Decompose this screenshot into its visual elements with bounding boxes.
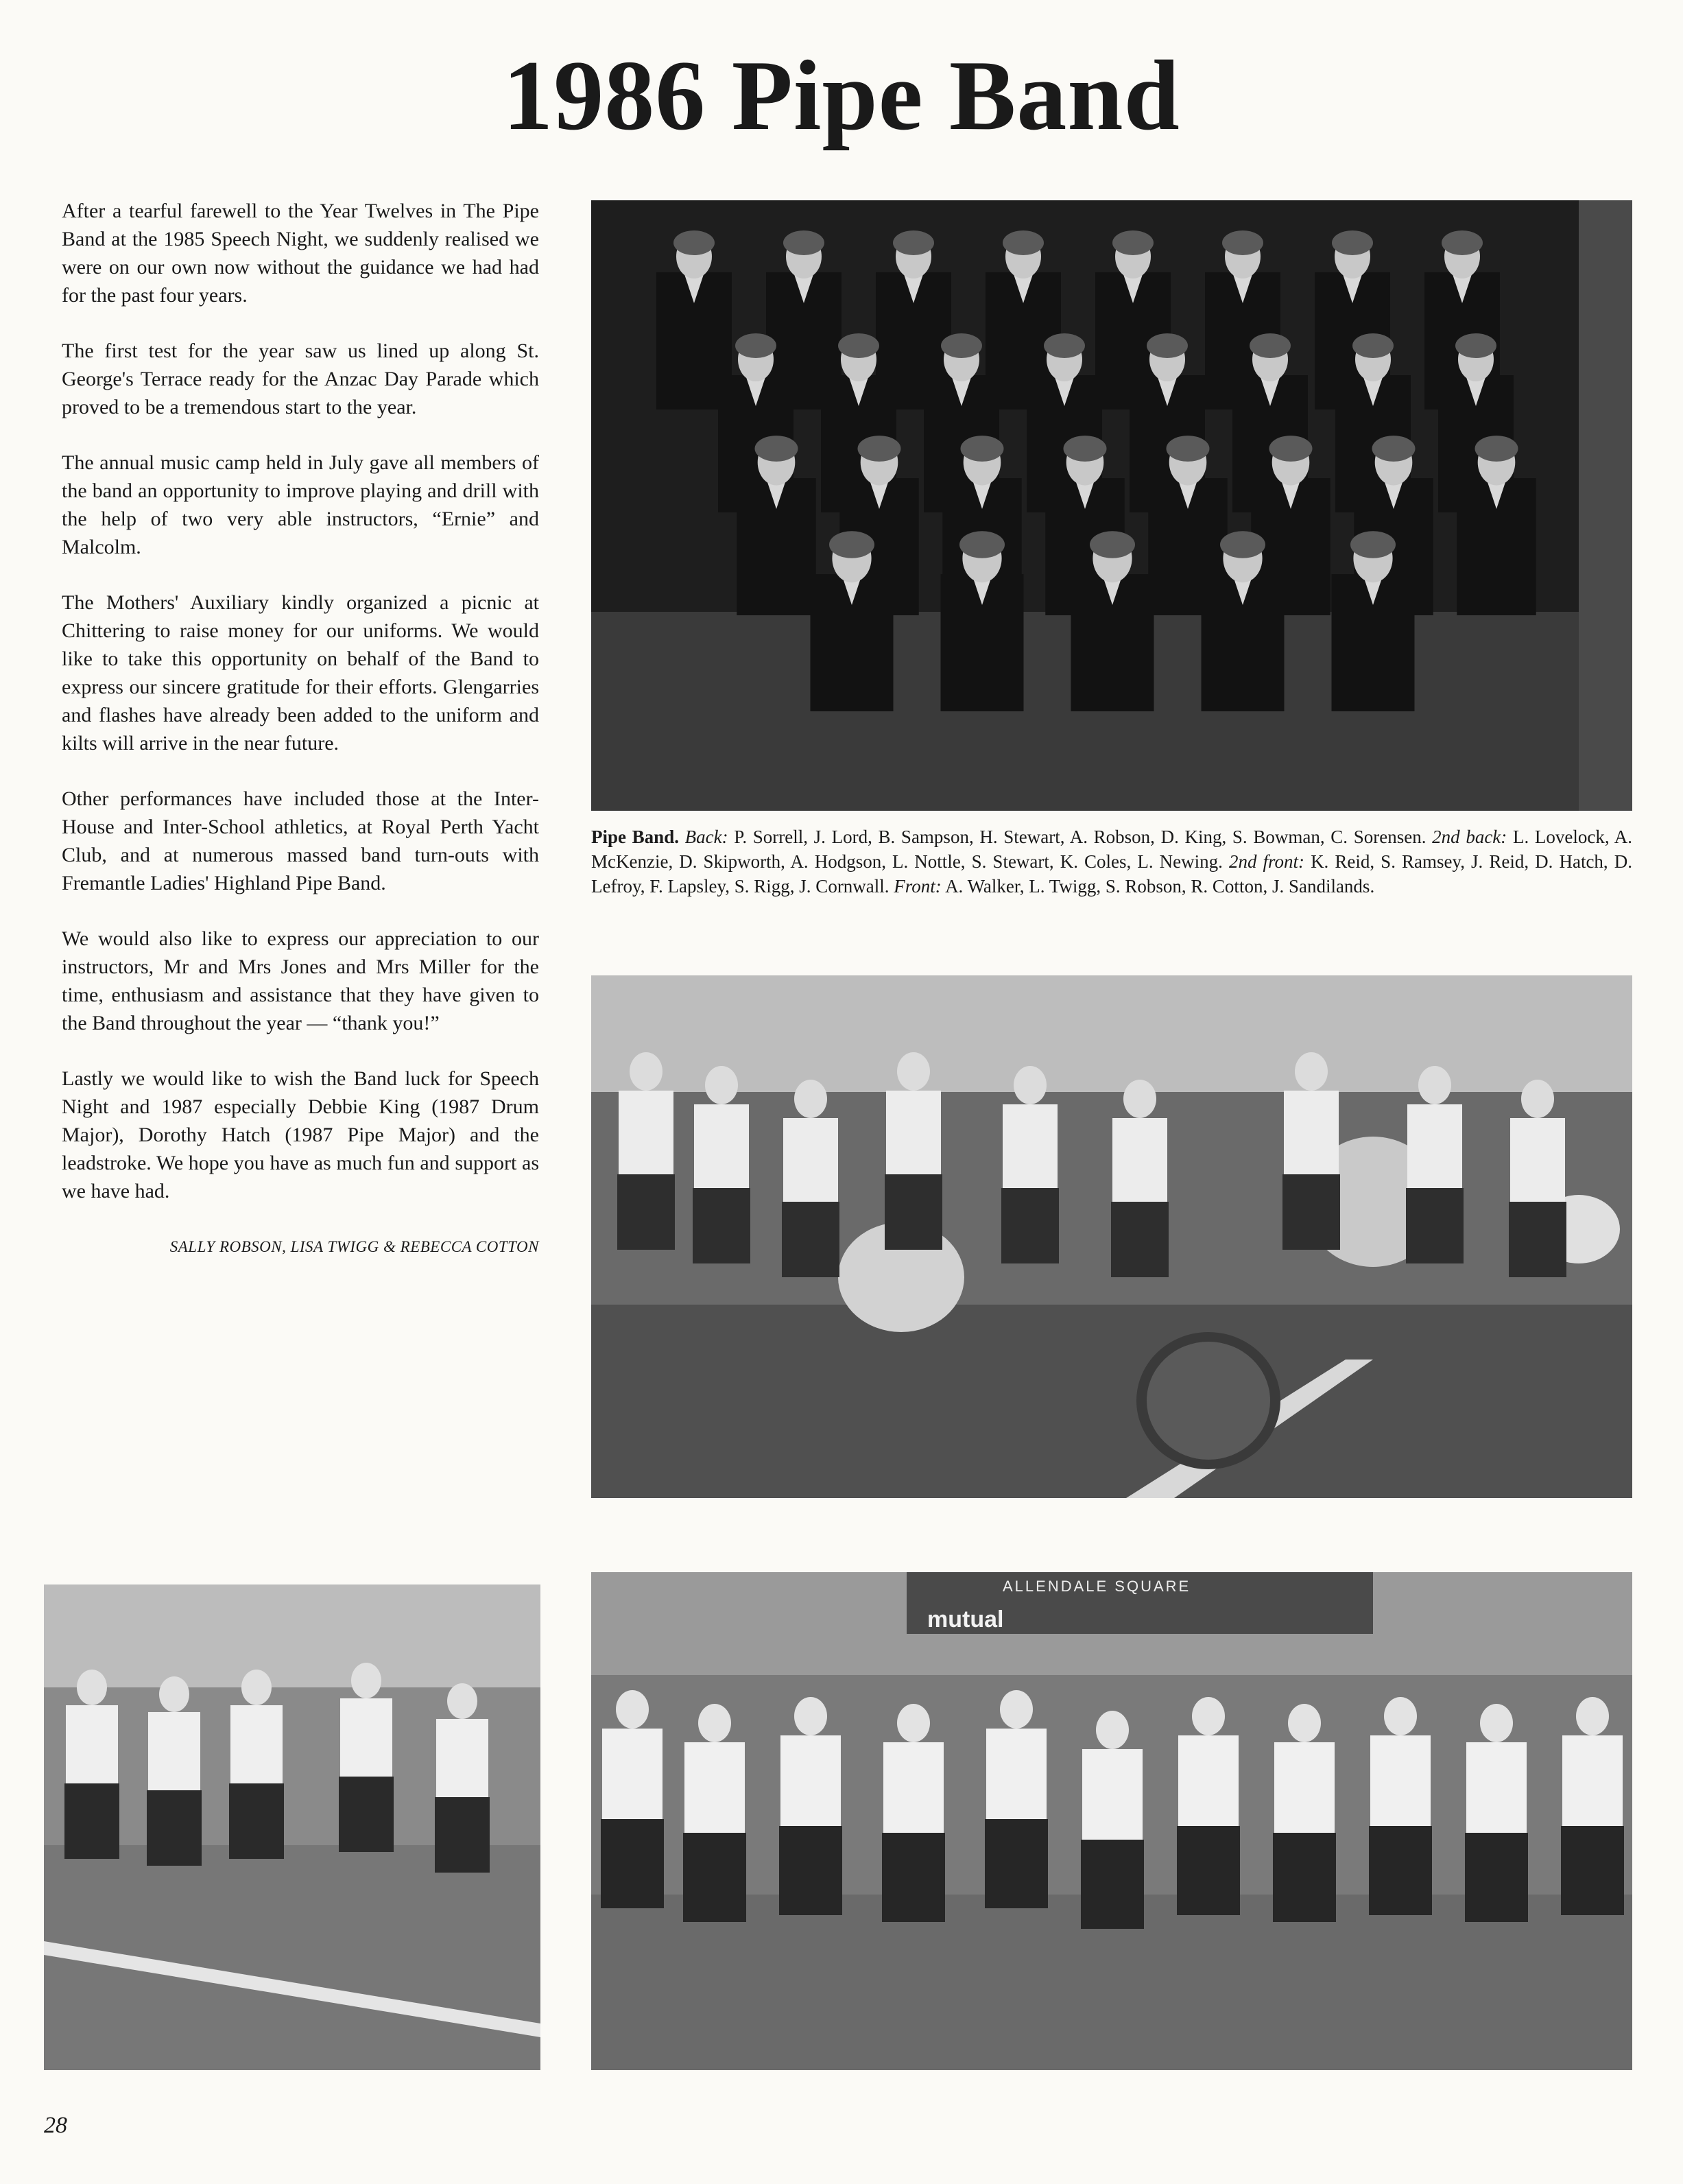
page-number: 28 [44,2113,67,2138]
marcher-kilt [1001,1188,1059,1263]
piper-kilt [147,1790,202,1866]
piper-shirt [1274,1742,1335,1838]
marcher-shirt [1112,1118,1167,1207]
group-portrait-photo [591,200,1632,811]
article-body [62,197,539,1288]
piper-shirt [1466,1742,1527,1838]
piper-head [241,1670,272,1705]
article-paragraph: Lastly we would like to wish the Band luck for Speech Night and 1987 especially Debbie King (1987 Drum Major), Dorothy Hatch (1987 Pipe Major) and the leadstroke. We hope you have as much fun and support as we have had. [62,1067,539,1202]
group-photo-caption [591,824,1632,899]
marcher-head [1521,1080,1554,1118]
piper-shirt [148,1712,200,1794]
marcher-shirt [1510,1118,1565,1207]
piper-kilt [779,1826,842,1915]
drummers-marching-photo [591,975,1632,1498]
pipers-parade-left-photo [44,1584,540,2070]
marcher-kilt [885,1174,942,1250]
marcher-kilt [1509,1202,1566,1277]
piper-kilt [1369,1826,1432,1915]
caption-row-label: Front: [894,876,942,897]
piper-head [698,1704,731,1742]
marcher-head [1123,1080,1156,1118]
piper-shirt [340,1698,392,1781]
caption-lead: Pipe Band. [591,827,679,847]
piper-shirt [780,1735,841,1831]
piper-head [1384,1697,1417,1735]
piper-kilt [1273,1833,1336,1922]
marcher-head [897,1052,930,1091]
piper-kilt [1177,1826,1240,1915]
piper-kilt [882,1833,945,1922]
caption-row-names: K. Reid, S. Ramsey, J. Reid, D. Hatch, D. Lefroy, F. Lapsley, S. Rigg, J. Cornwall. [591,851,1632,897]
marcher-shirt [1407,1104,1462,1194]
piper-head [447,1683,477,1719]
piper-head [794,1697,827,1735]
article-byline: SALLY ROBSON, LISA TWIGG & REBECCA COTTON [169,1238,539,1255]
marcher-head [794,1080,827,1118]
allendale-square-sign: ALLENDALE SQUARE [1003,1578,1191,1595]
pipers-parade-right-photo [591,1572,1632,2070]
piper-shirt [602,1729,663,1825]
piper-head [1000,1690,1033,1729]
piper-kilt [985,1819,1048,1908]
piper-shirt [1370,1735,1431,1831]
article-paragraph: The first test for the year saw us lined up along St. George's Terrace ready for the Anzac Day Parade which proved to be a tremendous start to the year. [62,340,539,418]
piper-shirt [1178,1735,1239,1831]
marcher-head [1295,1052,1328,1091]
marcher-shirt [783,1118,838,1207]
article-paragraph: We would also like to express our appreciation to our instructors, Mr and Mrs Jones and Mrs Miller for the time, enthusiasm and assistance that they have given to the Band throughout the year — “thank you!” [62,927,539,1034]
marcher-shirt [886,1091,941,1180]
piper-kilt [1081,1840,1144,1929]
marcher-kilt [693,1188,750,1263]
caption-row-names: L. Lovelock, A. McKenzie, D. Skipworth, A. Hodgson, L. Nottle, S. Stewart, K. Coles, L. Newing. [591,827,1633,872]
marcher-kilt [782,1202,839,1277]
piper-kilt [435,1797,490,1873]
piper-head [897,1704,930,1742]
marcher-head [630,1052,663,1091]
mutual-sign: mutual [927,1606,1004,1633]
page-title: 1986 Pipe Band [503,40,1180,151]
piper-head [1480,1704,1513,1742]
article-paragraph: The annual music camp held in July gave all members of the band an opportunity to improve playing and drill with the help of two very able instructors, “Ernie” and Malcolm. [62,451,539,558]
piper-kilt [601,1819,664,1908]
marcher-shirt [694,1104,749,1194]
piper-head [351,1663,381,1698]
article-paragraph: After a tearful farewell to the Year Twelves in The Pipe Band at the 1985 Speech Night, we suddenly realised we were on our own now without the guidance we had had for the past four years. [62,200,539,307]
piper-kilt [1465,1833,1528,1922]
piper-head [159,1676,189,1712]
marcher-kilt [1406,1188,1464,1263]
caption-row-label: 2nd back: [1432,827,1507,847]
caption-row-label: Back: [684,827,728,847]
piper-head [1576,1697,1609,1735]
marcher-kilt [1111,1202,1169,1277]
marcher-kilt [1282,1174,1340,1250]
pipers-left-graphic [44,1584,540,2070]
piper-shirt [684,1742,745,1838]
piper-kilt [64,1783,119,1859]
marcher-shirt [1003,1104,1058,1194]
group-portrait-graphic [591,200,1632,811]
piper-shirt [883,1742,944,1838]
piper-head [616,1690,649,1729]
piper-shirt [1082,1749,1143,1845]
piper-head [77,1670,107,1705]
piper-kilt [683,1833,746,1922]
piper-head [1288,1704,1321,1742]
article-paragraph: Other performances have included those at the Inter-House and Inter-School athletics, at Royal Perth Yacht Club, and at numerous massed band turn-outs with Fremantle Ladies' Highland Pipe Band. [62,787,539,894]
piper-kilt [339,1777,394,1852]
marcher-kilt [617,1174,675,1250]
caption-row-label: 2nd front: [1228,851,1304,872]
piper-shirt [436,1719,488,1801]
piper-shirt [66,1705,118,1788]
drummers-graphic [591,975,1632,1498]
marcher-shirt [1284,1091,1339,1180]
caption-row-names: P. Sorrell, J. Lord, B. Sampson, H. Stewart, A. Robson, D. King, S. Bowman, C. Sorensen. [734,827,1427,847]
marcher-shirt [619,1091,673,1180]
pipers-right-graphic [591,1572,1632,2070]
caption-row-names: A. Walker, L. Twigg, S. Robson, R. Cotton, J. Sandilands. [945,876,1375,897]
piper-kilt [1561,1826,1624,1915]
piper-shirt [986,1729,1047,1825]
piper-head [1192,1697,1225,1735]
article-paragraph: The Mothers' Auxiliary kindly organized a picnic at Chittering to raise money for our uniforms. We would like to take this opportunity on behalf of the Band to express our sincere gratitude for their efforts. Glengarries and flashes have already been added to the uniform and kilts will arrive in the near future. [62,591,539,755]
piper-shirt [1562,1735,1623,1831]
marcher-head [705,1066,738,1104]
marcher-head [1014,1066,1047,1104]
piper-shirt [230,1705,283,1788]
marcher-head [1418,1066,1451,1104]
piper-kilt [229,1783,284,1859]
piper-head [1096,1711,1129,1749]
